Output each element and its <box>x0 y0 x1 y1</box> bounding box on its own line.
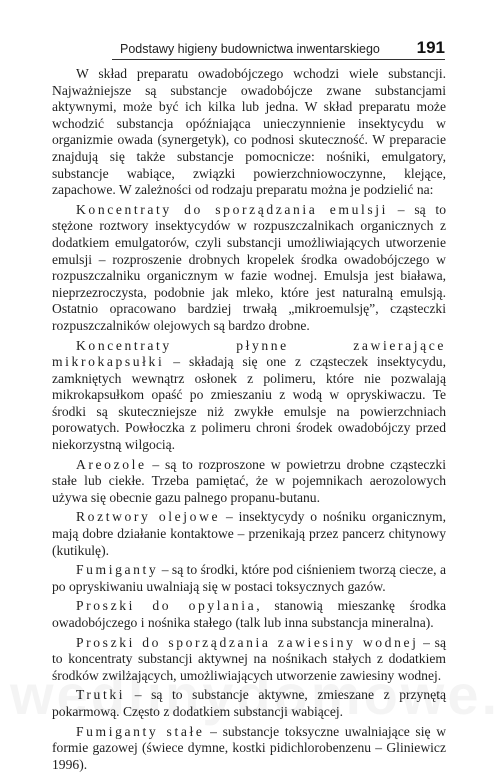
paragraph-term: Fumiganty stałe <box>76 723 205 739</box>
paragraph-intro <box>52 66 446 199</box>
paragraph-dusting-powders <box>52 598 446 631</box>
paragraph-aerosols <box>52 457 446 507</box>
paragraph-text: – są to rozproszone w powietrzu drobne cząsteczki stałe lub ciekłe. Trzeba pamiętać, że w pojemnikach aerozolowych używa się obecnie gazu palnego propanu-butanu. <box>52 456 446 505</box>
page-header <box>112 38 445 60</box>
header-rule <box>112 59 445 60</box>
paragraph-term: Proszki do sporządzania zawiesiny wodnej <box>76 634 419 650</box>
paragraph-text: – są to środki, które pod ciśnieniem tworzą ciecze, a po opryskiwaniu uwalniają się w postaci toksycznych gazów. <box>52 562 446 594</box>
paragraph-fumigants <box>52 562 446 595</box>
paragraph-term: Koncentraty płynne zawierające mikrokapsułki <box>52 337 446 370</box>
running-title: Podstawy higieny budownictwa inwentarskiego <box>120 42 380 56</box>
paragraph-text: – składają się one z cząsteczek insektycydu, zamkniętych wewnątrz osłonek z polimeru, które nie pozwalają mikrokapsułkom opaść po zmieszaniu z wodą w opryskiwaczu. Te środki są skuteczniejsze niż zwykłe emulsje na powierzchniach porowatych. Powłoczka z polimeru chroni środek owadobójczy przed niekorzystną wilgocią. <box>52 354 446 453</box>
paragraph-baits <box>52 687 446 720</box>
paragraph-text: , stanowią mieszankę środka owadobójczego i nośnika stałego (talk lub inna substancja mineralna). <box>52 598 446 630</box>
body-text <box>52 66 446 776</box>
paragraph-term: Fumiganty <box>76 562 159 578</box>
paragraph-text: – substancje toksyczne uwalniające się w formie gazowej (świece dymne, kostki pidichlorobenzenu – Gliniewicz 1996). <box>52 723 447 772</box>
paragraph-text: – są to stężone roztwory insektycydów w rozpuszczalnikach organicznych z dodatkiem emulgatorów, czyli substancji umożliwiających utworzenie emulsji – rozproszenie drobnych kropelek środka owadobójczego w rozpuszczalniku organicznym w fazie wodnej. Emulsja jest biaława, nieprzezroczysta, podobnie jak mleko, które jest naturalną emulsją. Ostatnio opracowano bardziej trwałą „mikroemulsję”, cząsteczki rozpuszczalników olejowych są bardzo drobne. <box>52 201 446 333</box>
paragraph-text: – są to koncentraty substancji aktywnej na nośnikach stałych z dodatkiem środków zwilżających, umożliwiających utworzenie zawiesiny wodnej. <box>52 634 446 683</box>
paragraph-term: Trutki <box>76 687 126 703</box>
paragraph-emulsion-concentrates <box>52 202 446 335</box>
paragraph-suspension-powders <box>52 635 446 685</box>
paragraph-text: – insektycydy o nośniku organicznym, mają dobre działanie kontaktowe – przenikają przez pancerz chitynowy (kutikulę). <box>52 509 446 558</box>
paragraph-term: Roztwory olejowe <box>76 509 221 525</box>
paragraph-solid-fumigants <box>52 724 446 774</box>
paragraph-term: Areozole <box>76 456 147 472</box>
page-number: 191 <box>416 38 445 57</box>
paragraph-text: – są to substancje aktywne, zmieszane z przynętą pokarmową. Często z dodatkiem substancji wabiącej. <box>52 687 446 719</box>
paragraph-oil-solutions <box>52 509 446 559</box>
paragraph-microcapsule-concentrates <box>52 338 446 454</box>
paragraph-term: Proszki do opylania <box>76 598 257 614</box>
paragraph-term: Koncentraty do sporządzania emulsji <box>76 201 389 217</box>
paragraph-text: W skład preparatu owadobójczego wchodzi wiele substancji. Najważniejsze są substancje owadobójcze zwane substancjami aktywnymi, może być ich kilka lub jedna. W skład preparatu może wchodzić substancja opóźniająca unieczynnienie insektycydu w organizmie owada (synergetyk), co podnosi skuteczność. W preparacie znajdują się także substancje pomocnicze: nośniki, emulgatory, substancje wabiące, związki powierzchniowoczynne, klejące, zapachowe. W zależności od rodzaju preparatu można je podzielić na: <box>52 66 446 198</box>
